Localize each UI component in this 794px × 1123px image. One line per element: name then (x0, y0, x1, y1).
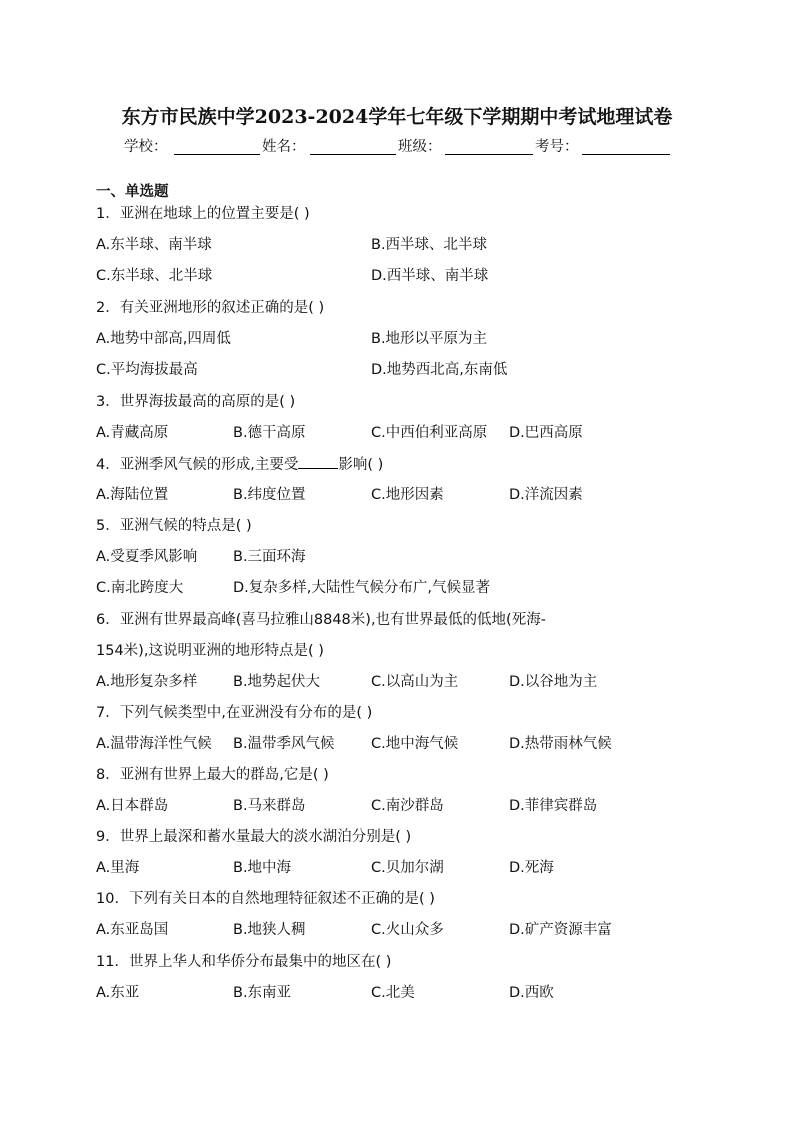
question-11-option-c: C.北美 (371, 985, 415, 1001)
question-4-option-c: C.地形因素 (371, 487, 444, 503)
question-5-option-a: A.受夏季风影响 (96, 549, 198, 565)
number-blank (582, 153, 670, 155)
question-9-stem: 9．世界上最深和蓄水量最大的淡水湖泊分别是( ) (96, 829, 412, 845)
question-6-stem-line-1: 6．亚洲有世界最高峰(喜马拉雅山8848米),也有世界最低的低地(死海- (96, 612, 546, 628)
question-4-stem-part-2: 影响( ) (338, 457, 384, 473)
question-6-option-a: A.地形复杂多样 (96, 674, 198, 690)
question-8-option-a: A.日本群岛 (96, 798, 169, 814)
name-label: 姓名： (262, 139, 306, 155)
question-1-option-a: A.东半球、南半球 (96, 237, 212, 253)
question-5-option-c: C.南北跨度大 (96, 580, 184, 596)
question-4-stem-part-1: 4．亚洲季风气候的形成,主要受 (96, 457, 299, 473)
question-6-option-d: D.以谷地为主 (509, 674, 598, 690)
question-2-option-b: B.地形以平原为主 (371, 331, 488, 347)
question-1-option-c: C.东半球、北半球 (96, 268, 213, 284)
question-4-option-a: A.海陆位置 (96, 487, 169, 503)
question-7-stem: 7．下列气候类型中,在亚洲没有分布的是( ) (96, 705, 373, 721)
question-11-stem: 11．世界上华人和华侨分布最集中的地区在( ) (96, 954, 392, 970)
question-9-option-a: A.里海 (96, 860, 140, 876)
class-label: 班级： (398, 139, 442, 155)
question-1-option-d: D.西半球、南半球 (371, 268, 489, 284)
question-11-option-a: A.东亚 (96, 985, 140, 1001)
question-3-option-c: C.中西伯利亚高原 (371, 425, 488, 441)
question-7-option-a: A.温带海洋性气候 (96, 736, 212, 752)
question-3-option-a: A.青藏高原 (96, 425, 169, 441)
question-7-option-c: C.地中海气候 (371, 736, 459, 752)
question-3-option-b: B.德干高原 (233, 425, 306, 441)
question-6-stem-line-2: 154米),这说明亚洲的地形特点是( ) (96, 643, 324, 659)
question-2-stem: 2．有关亚洲地形的叙述正确的是( ) (96, 300, 325, 316)
question-1-option-b: B.西半球、北半球 (371, 237, 488, 253)
question-2-option-c: C.平均海拔最高 (96, 362, 198, 378)
question-8-option-b: B.马来群岛 (233, 798, 306, 814)
question-8-option-c: C.南沙群岛 (371, 798, 444, 814)
question-2-option-d: D.地势西北高,东南低 (371, 362, 508, 378)
question-10-stem: 10．下列有关日本的自然地理特征叙述不正确的是( ) (96, 891, 435, 907)
question-10-option-b: B.地狭人稠 (233, 922, 306, 938)
question-4-fill-blank (298, 454, 338, 469)
question-11-option-d: D.西欧 (509, 985, 554, 1001)
question-2-option-a: A.地势中部高,四周低 (96, 331, 231, 347)
exam-title: 东方市民族中学2023-2024学年七年级下学期期中考试地理试卷 (121, 106, 673, 128)
question-9-option-b: B.地中海 (233, 860, 292, 876)
section-heading: 一、单选题 (96, 184, 169, 200)
question-3-option-d: D.巴西高原 (509, 425, 583, 441)
question-8-option-d: D.菲律宾群岛 (509, 798, 598, 814)
question-4-stem (96, 454, 383, 475)
question-10-option-c: C.火山众多 (371, 922, 444, 938)
class-blank (445, 153, 533, 155)
question-8-stem: 8．亚洲有世界上最大的群岛,它是( ) (96, 767, 329, 783)
question-5-option-b: B.三面环海 (233, 549, 306, 565)
question-9-option-d: D.死海 (509, 860, 554, 876)
question-3-stem: 3．世界海拔最高的高原的是( ) (96, 394, 296, 410)
question-1-stem: 1．亚洲在地球上的位置主要是( ) (96, 206, 310, 222)
number-label: 考号： (535, 139, 579, 155)
question-11-option-b: B.东南亚 (233, 985, 292, 1001)
student-info-row (124, 135, 684, 157)
question-5-stem: 5．亚洲气候的特点是( ) (96, 518, 252, 534)
question-6-option-b: B.地势起伏大 (233, 674, 321, 690)
name-blank (310, 153, 396, 155)
question-6-option-c: C.以高山为主 (371, 674, 459, 690)
question-5-option-d: D.复杂多样,大陆性气候分布广,气候显著 (233, 580, 490, 596)
question-10-option-a: A.东亚岛国 (96, 922, 169, 938)
school-blank (174, 153, 260, 155)
school-label: 学校： (124, 139, 168, 155)
question-7-option-b: B.温带季风气候 (233, 736, 335, 752)
question-7-option-d: D.热带雨林气候 (509, 736, 612, 752)
question-4-option-b: B.纬度位置 (233, 487, 306, 503)
question-10-option-d: D.矿产资源丰富 (509, 922, 612, 938)
question-9-option-c: C.贝加尔湖 (371, 860, 444, 876)
question-4-option-d: D.洋流因素 (509, 487, 583, 503)
